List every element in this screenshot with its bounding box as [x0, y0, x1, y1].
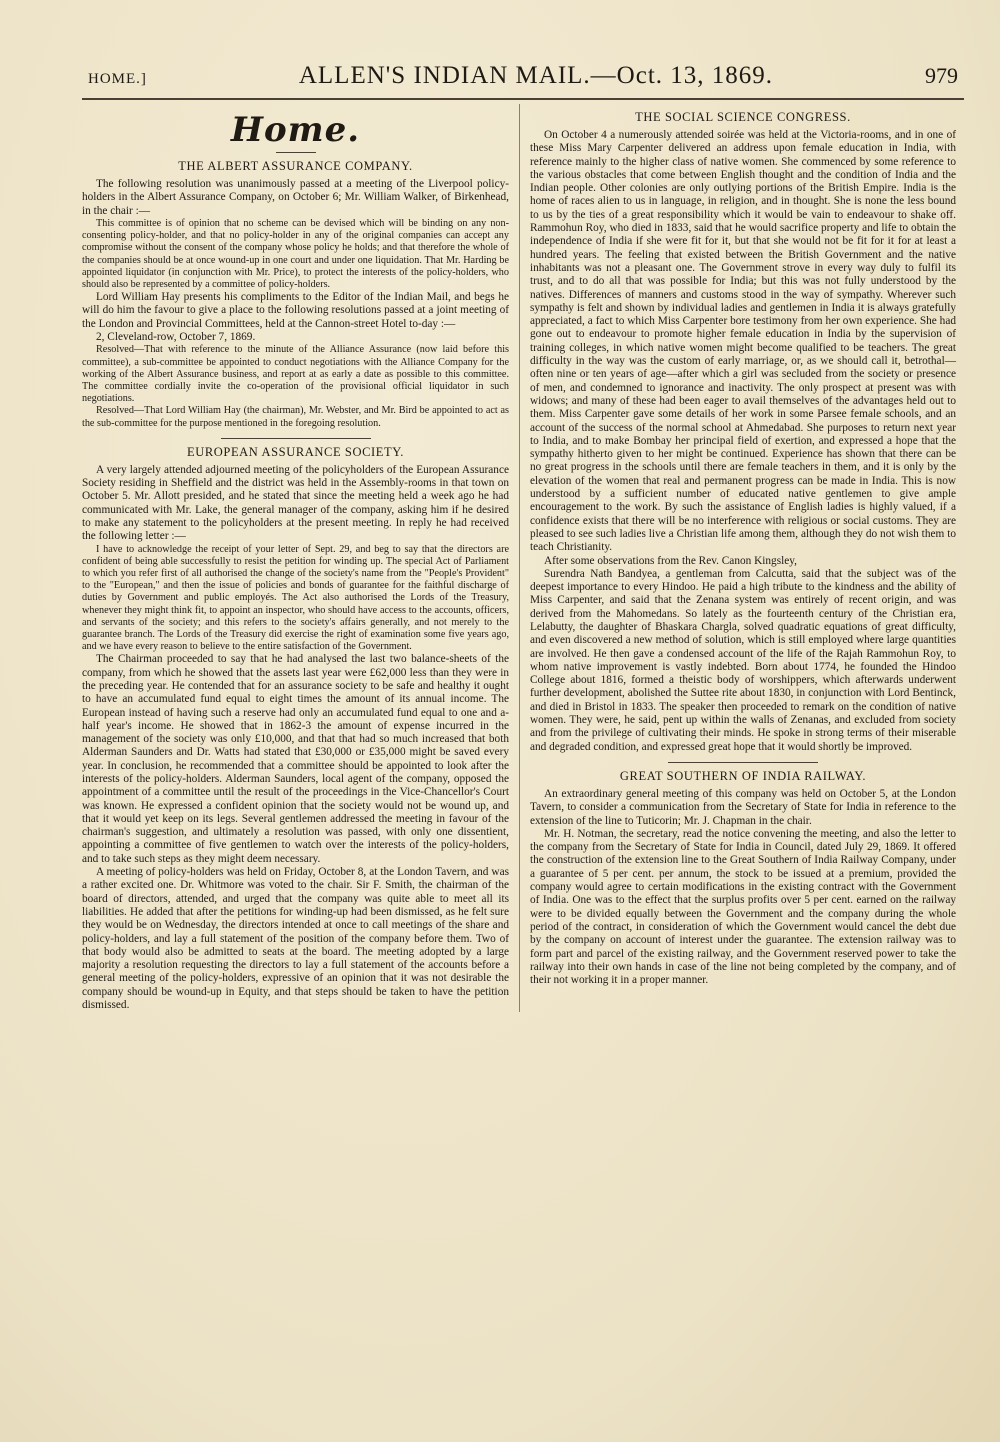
paragraph: The Chairman proceeded to say that he had analysed the last two balance-sheets of the company, from which he showed that the assets last year were £62,000 less than they were in the preceding year. He contended that for an assurance society to be safe and healthy it ought to have an accumulated fund equal to eight times the amount of its annual income. The European instead of having such a reserve had only an accumulated fund equal to one and a-half year's income. He showed that in 1862-3 the amount of expense incurred in the management of the society was only £10,000, and that that had so much increased that both Alderman Saunders and Dr. Watts had stated that £30,000 or £35,000 might be saved every year. In conclusion, he recommended that a committee should be appointed to look after the interests of the policy-holders. Alderman Saunders, local agent of the company, opposed the appointment of a committee until the result of the proceedings in the Vice-Chancellor's Court was known. He expressed a confident opinion that the society would not be wound up, and that it would yet keep on its legs. Several gentlemen addressed the meeting in favour of the chairman's suggestion, and ultimately a resolution was passed, with only one dissentient, appointing a committee of five gentlemen to watch over the interests of the policy-holders, and to take such steps as they might deem necessary.	[82, 653, 509, 865]
section-label: HOME.]	[88, 71, 147, 87]
paragraph: Lord William Hay presents his compliments to the Editor of the Indian Mail, and begs he will do him the favour to give a place to the following resolutions passed at a joint meeting of the London and Provincial Committees, held at the Cannon-street Hotel to-day :—	[82, 291, 509, 330]
paragraph: An extraordinary general meeting of this company was held on October 5, at the London Tavern, to consider a communication from the Secretary of State for India in reference to the extension of the line to Tuticorin; Mr. J. Chapman in the chair.	[530, 787, 956, 827]
section-rule	[276, 152, 316, 153]
right-column	[519, 104, 956, 1012]
paragraph: On October 4 a numerously attended soirée was held at the Victoria-rooms, and in one of these Miss Mary Carpenter delivered an address upon female education in India, with reference mainly to the higher class of native women. She commenced by some reference to the various obstacles that come between English thought and the condition of India and the Indian people. Other colonies are only outlying portions of the British Empire. India is the home of races alien to us in language, in religion, and in thought. She is none the less bound to us by the ties of a great responsibility which it would be vain to endeavour to shake off. Rammohun Roy, who died in 1833, said that he would sacrifice property and life to obtain the independence of India if she were fit for it, but that she would not be fit for it for at least a hundred years. The feeling that existed between the British Government and the native inhabitants was not a pleasant one. The Government strove in every way duly to fulfil its trust, and to do all that was possible for India; but this was not fully understood by the natives. Differences of manners and customs stood in the way of sympathy. Wherever such sympathy is felt and shown by individual ladies and gentlemen in India it is always gratefully appreciated, a fact to which Miss Carpenter bore testimony from her own experience. She had gone out to endeavour to promote higher female education in India by the supervision of training colleges, in which native women might become qualified to be teachers. The great difficulty in the way was the custom of early marriage, or, as we should call it, betrothal—often nine or ten years of age—after which a girl was secluded from the society or presence of men, and condemned to ignorance and inactivity. The only prospect at present was with widows; and many of these had been eager to avail themselves of the advantages held out to them. Miss Carpenter gave some details of her work in some Parsee female schools, and an account of the success of the normal school at Ahmedabad. She purposes to return next year to India, and to make Bombay her principal field of exertion, and expressed a hope that the sympathy hitherto given to her might be continued. Experience has shown that there can be no great progress in the schools until there are female teachers in them, and it is only by the elevation of the women that real and permanent progress can be made in India. This is now understood by a sufficient number of educated native gentlemen to give ample encouragement to the work. By such the assistance of English ladies is highly valued, if a confidence exists that there will be no interference with religious or social customs. They are pleased to see such ladies live a Christian life among them, although they do not wish them to teach Christianity.	[530, 129, 956, 554]
article-heading: THE SOCIAL SCIENCE CONGRESS.	[635, 110, 851, 124]
paragraph: A very largely attended adjourned meeting of the policyholders of the European Assurance Society residing in Sheffield and the district was held in the Assembly-rooms in that town on October 5. Mr. Allott presided, and he stated that since the meeting held a week ago he had communicated with Mr. Lake, the general manager of the company, asking him if he desired to make any statement to the policyholders at the present meeting. In reply he had received the following letter :—	[82, 463, 509, 543]
paragraph: Surendra Nath Bandyea, a gentleman from Calcutta, said that the subject was of the deepest importance to every Hindoo. He paid a high tribute to the kindness and the ability of Miss Carpenter, and said that the Zenana system was entirely of recent origin, and was derived from the Mahomedans. So lately as the fourteenth century of the Christian era, Lelabutty, the daughter of Bhaskara Chargla, solved quadratic equations of great difficulty, and even discovered a new method of solution, which is still employed where large quantities are involved. He then gave a condensed account of the life of the Rajah Rammohun Roy, to whom native improvement is vastly indebted. Born about 1774, he founded the Hindoo College about 1816, formed a theistic body of worshippers, which afterwards underwent further development, abolished the Suttee rite about 1830, in conjunction with Lord Bentinck, and died in Bristol in 1833. The speaker then proceeded to remark on the condition of native women. They were, he said, pent up within the walls of Zenanas, and excluded from society and from the privilege of cultivating their minds. He spoke in strong terms of their miserable and degraded condition, and expressed great hope that it would shortly be improved.	[530, 567, 956, 753]
article-heading: THE ALBERT ASSURANCE COMPANY.	[178, 159, 413, 173]
article-divider	[221, 438, 371, 439]
masthead	[82, 62, 964, 96]
article-heading: GREAT SOUTHERN OF INDIA RAILWAY.	[619, 768, 867, 783]
paragraph: A meeting of policy-holders was held on Friday, October 8, at the London Tavern, and was a rather excited one. Dr. Whitmore was voted to the chair. Sir F. Smith, the chairman of the board of directors, attended, and urged that the company was quite able to meet all its liabilities. He added that after the petitions for winding-up had been dismissed, as he felt sure they would be on Wednesday, the directors intended at once to call meetings of the share and policy-holders, and lay a full statement of the position of the company before them. Two of that body would also be admitted to seats at the board. The meeting adopted by a large majority a resolution requesting the directors to lay a full statement of the accounts before a general meeting of the policy-holders, expressive of an opinion that it was not desirable the company should be wound-up in Equity, and that steps should be taken to have the petition dismissed.	[82, 866, 509, 1012]
section-title: Home.	[230, 110, 361, 150]
paragraph: The following resolution was unanimously passed at a meeting of the Liverpool policy-holders in the Albert Assurance Company, on October 6; Mr. William Walker, of Birkenhead, in the chair :—	[82, 178, 509, 217]
paragraph: Mr. H. Notman, the secretary, read the notice convening the meeting, and also the letter to the company from the Secretary of State for India in Council, dated July 29, 1869. It offered the construction of the extension line to the Great Southern of India Railway Company, under a guarantee of 5 per cent. per annum, the stock to be issued at a premium, provided the company would agree to certain modifications in the existing contract with the Government of India. One was to the effect that the surplus profits over 5 per cent. earned on the railway were to be divided equally between the Government and the company during the whole period of the contract, in consideration of which the Government would cancel the debt due by the company on account of interest under the guarantee. The extension railway was to form part and parcel of the existing railway, and the Government reserved power to take the railway into their own hands in case of the line not being completed by the company, and of their not working it in a proper manner.	[530, 827, 956, 987]
columns	[82, 104, 964, 1012]
article-railway	[530, 769, 956, 987]
quoted-resolution: Resolved—That Lord William Hay (the chairman), Mr. Webster, and Mr. Bird be appointed to act as the sub-committee for the purpose mentioned in the foregoing resolution.	[82, 405, 509, 429]
quoted-resolution: Resolved—That with reference to the minute of the Alliance Assurance (now laid before this committee), a sub-committee be appointed to conduct negotiations with the Alliance Company for the working of the Albert Assurance business, and report at as early a date as possible to this committee. The committee cordially invite the co-operation of the provisional official liquidator in such negotiations.	[82, 344, 509, 405]
paragraph: After some observations from the Rev. Canon Kingsley,	[544, 554, 797, 567]
article-albert	[82, 159, 509, 430]
page-number: 979	[924, 63, 958, 88]
article-heading: EUROPEAN ASSURANCE SOCIETY.	[186, 444, 405, 459]
masthead-rule	[82, 98, 964, 100]
quoted-letter: I have to acknowledge the receipt of your letter of Sept. 29, and beg to say that the directors are confident of being able successfully to resist the petition for winding up. The special Act of Parliament to which you refer first of all authorised the change of the society's name from the "People's Provident" to the "European," and then the issue of policies and bonds of guarantee for the faithful discharge of duties by Government and public employés. The Act also authorised the Lords of the Treasury, whenever they might think fit, to appoint an inspector, who should have access to the accounts, officers, and servants of the society; and this refers to the society's affairs generally, and not merely to the guarantee branch. The Lords of the Treasury did exercise the right of examination some five years ago, and we have every reason to believe to the entire satisfaction of the Government.	[82, 543, 509, 653]
article-divider	[668, 762, 818, 763]
quoted-resolution: This committee is of opinion that no scheme can be devised which will be binding on any non-consenting policy-holder, and that no policy-holder in any of the original companies can accept any compromise without the consent of the company whose policy he holds; and that therefore the whole of the companies should be at once wound-up in one court and under one liquidation. That Mr. Harding be appointed liquidator (in conjunction with Mr. Price), to protect the interests of the policy-holders, who should also be represented by a committee of policy-holders.	[82, 217, 509, 290]
dateline: 2, Cleveland-row, October 7, 1869.	[96, 331, 256, 343]
publication-title: ALLEN'S INDIAN MAIL.—Oct. 13, 1869.	[298, 62, 774, 89]
article-european	[82, 445, 509, 1013]
left-column	[82, 104, 519, 1012]
article-social-science	[530, 110, 956, 754]
